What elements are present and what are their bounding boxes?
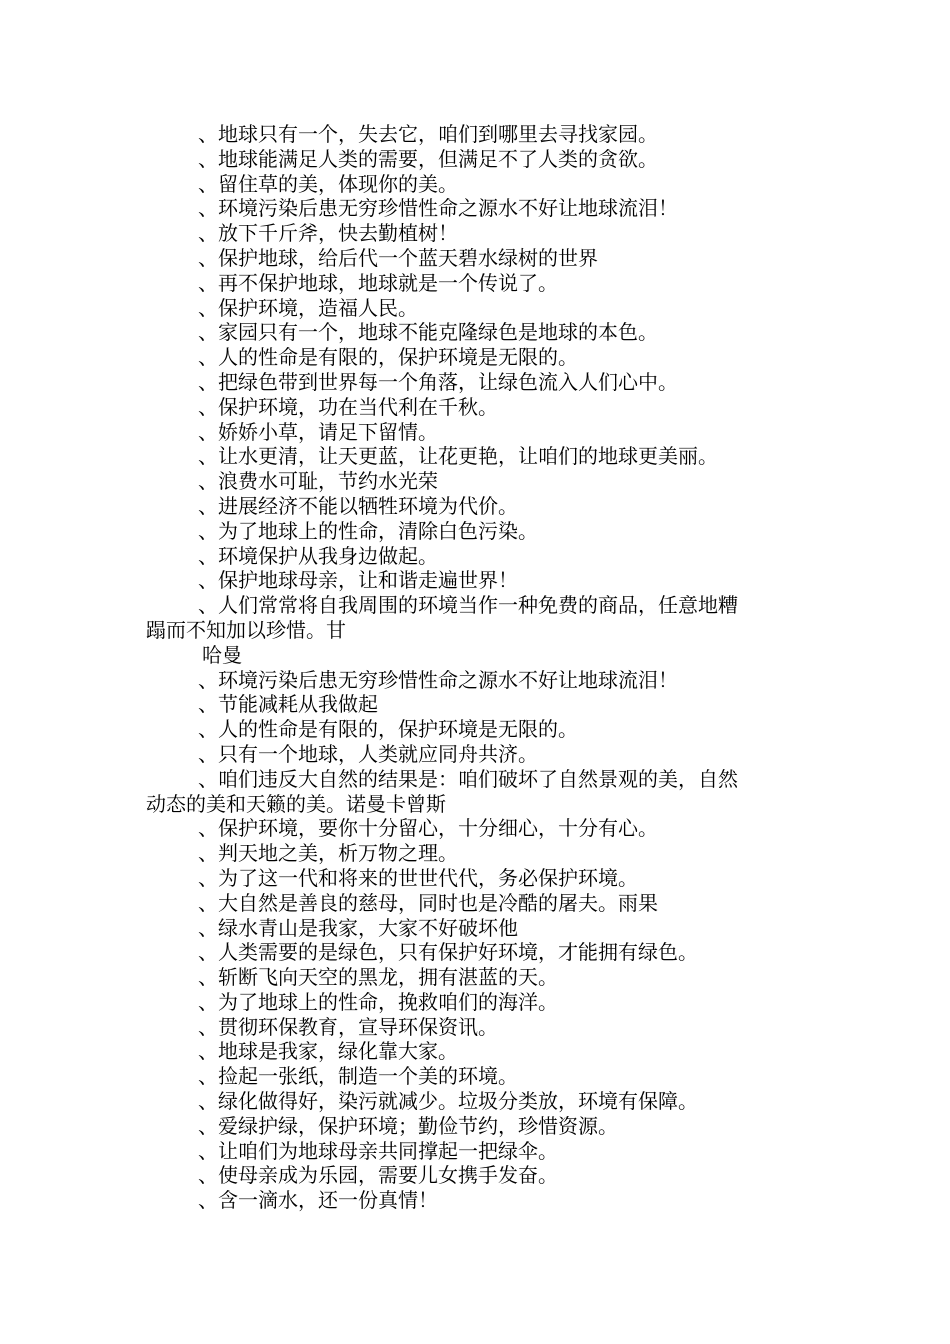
slogan-list	[146, 122, 816, 1213]
slogan-line: 、浪费水可耻，节约水光荣	[198, 469, 438, 494]
slogan-line: 、环境污染后患无穷珍惜性命之源水不好让地球流泪！	[198, 196, 678, 221]
slogan-line: 、使母亲成为乐园，需要儿女携手发奋。	[198, 1163, 558, 1188]
slogan-line: 、环境污染后患无穷珍惜性命之源水不好让地球流泪！	[198, 667, 678, 692]
slogan-line: 、捡起一张纸，制造一个美的环境。	[198, 1064, 518, 1089]
slogan-line: 、把绿色带到世界每一个角落，让绿色流入人们心中。	[198, 369, 678, 394]
slogan-line: 、地球是我家，绿化靠大家。	[198, 1039, 458, 1064]
slogan-line: 、为了地球上的性命，挽救咱们的海洋。	[198, 989, 558, 1014]
slogan-line: 、人的性命是有限的，保护环境是无限的。	[198, 717, 578, 742]
slogan-line: 、娇娇小草，请足下留情。	[198, 419, 438, 444]
slogan-line: 、环境保护从我身边做起。	[198, 543, 438, 568]
slogan-line: 、绿水青山是我家，大家不好破坏他	[198, 915, 518, 940]
slogan-line: 、只有一个地球，人类就应同舟共济。	[198, 741, 538, 766]
slogan-line: 、大自然是善良的慈母，同时也是冷酷的屠夫。雨果	[198, 890, 658, 915]
slogan-line: 、绿化做得好，染污就减少。垃圾分类放，环境有保障。	[198, 1089, 698, 1114]
slogan-line: 、保护环境，造福人民。	[198, 295, 418, 320]
slogan-line: 、让水更清，让天更蓝，让花更艳，让咱们的地球更美丽。	[198, 444, 718, 469]
slogan-line: 、地球能满足人类的需要，但满足不了人类的贪欲。	[198, 146, 658, 171]
slogan-line: 、让咱们为地球母亲共同撑起一把绿伞。	[198, 1138, 558, 1163]
attribution-line: 哈曼	[202, 642, 242, 667]
slogan-line: 、含一滴水，还一份真情！	[198, 1188, 438, 1213]
slogan-line: 、为了地球上的性命，清除白色污染。	[198, 518, 538, 543]
slogan-continuation-line: 蹋而不知加以珍惜。甘	[146, 617, 346, 642]
slogan-line: 、咱们违反大自然的结果是：咱们破坏了自然景观的美，自然	[198, 766, 738, 791]
slogan-line: 、保护地球母亲，让和谐走遍世界！	[198, 568, 518, 593]
slogan-continuation-line: 动态的美和天籁的美。诺曼卡曾斯	[146, 791, 446, 816]
slogan-line: 、保护地球，给后代一个蓝天碧水绿树的世界	[198, 245, 598, 270]
slogan-line: 、人的性命是有限的，保护环境是无限的。	[198, 345, 578, 370]
slogan-line: 、进展经济不能以牺牲环境为代价。	[198, 493, 518, 518]
slogan-line: 、保护环境，要你十分留心，十分细心，十分有心。	[198, 816, 658, 841]
slogan-line: 、家园只有一个，地球不能克隆绿色是地球的本色。	[198, 320, 658, 345]
slogan-line: 、判天地之美，析万物之理。	[198, 841, 458, 866]
slogan-line: 、斩断飞向天空的黑龙，拥有湛蓝的天。	[198, 965, 558, 990]
slogan-line: 、再不保护地球，地球就是一个传说了。	[198, 270, 558, 295]
slogan-line: 、为了这一代和将来的世世代代，务必保护环境。	[198, 865, 638, 890]
slogan-line: 、地球只有一个，失去它，咱们到哪里去寻找家园。	[198, 122, 658, 146]
slogan-line: 、留住草的美，体现你的美。	[198, 171, 458, 196]
slogan-line: 、贯彻环保教育，宣导环保资讯。	[198, 1014, 498, 1039]
slogan-line: 、人们常常将自我周围的环境当作一种免费的商品，任意地糟	[198, 593, 738, 618]
slogan-line: 、爱绿护绿，保护环境；勤俭节约，珍惜资源。	[198, 1113, 618, 1138]
slogan-line: 、放下千斤斧，快去勤植树！	[198, 221, 458, 246]
slogan-line: 、保护环境，功在当代利在千秋。	[198, 394, 498, 419]
slogan-line: 、节能减耗从我做起	[198, 692, 378, 717]
slogan-line: 、人类需要的是绿色，只有保护好环境，才能拥有绿色。	[198, 940, 698, 965]
